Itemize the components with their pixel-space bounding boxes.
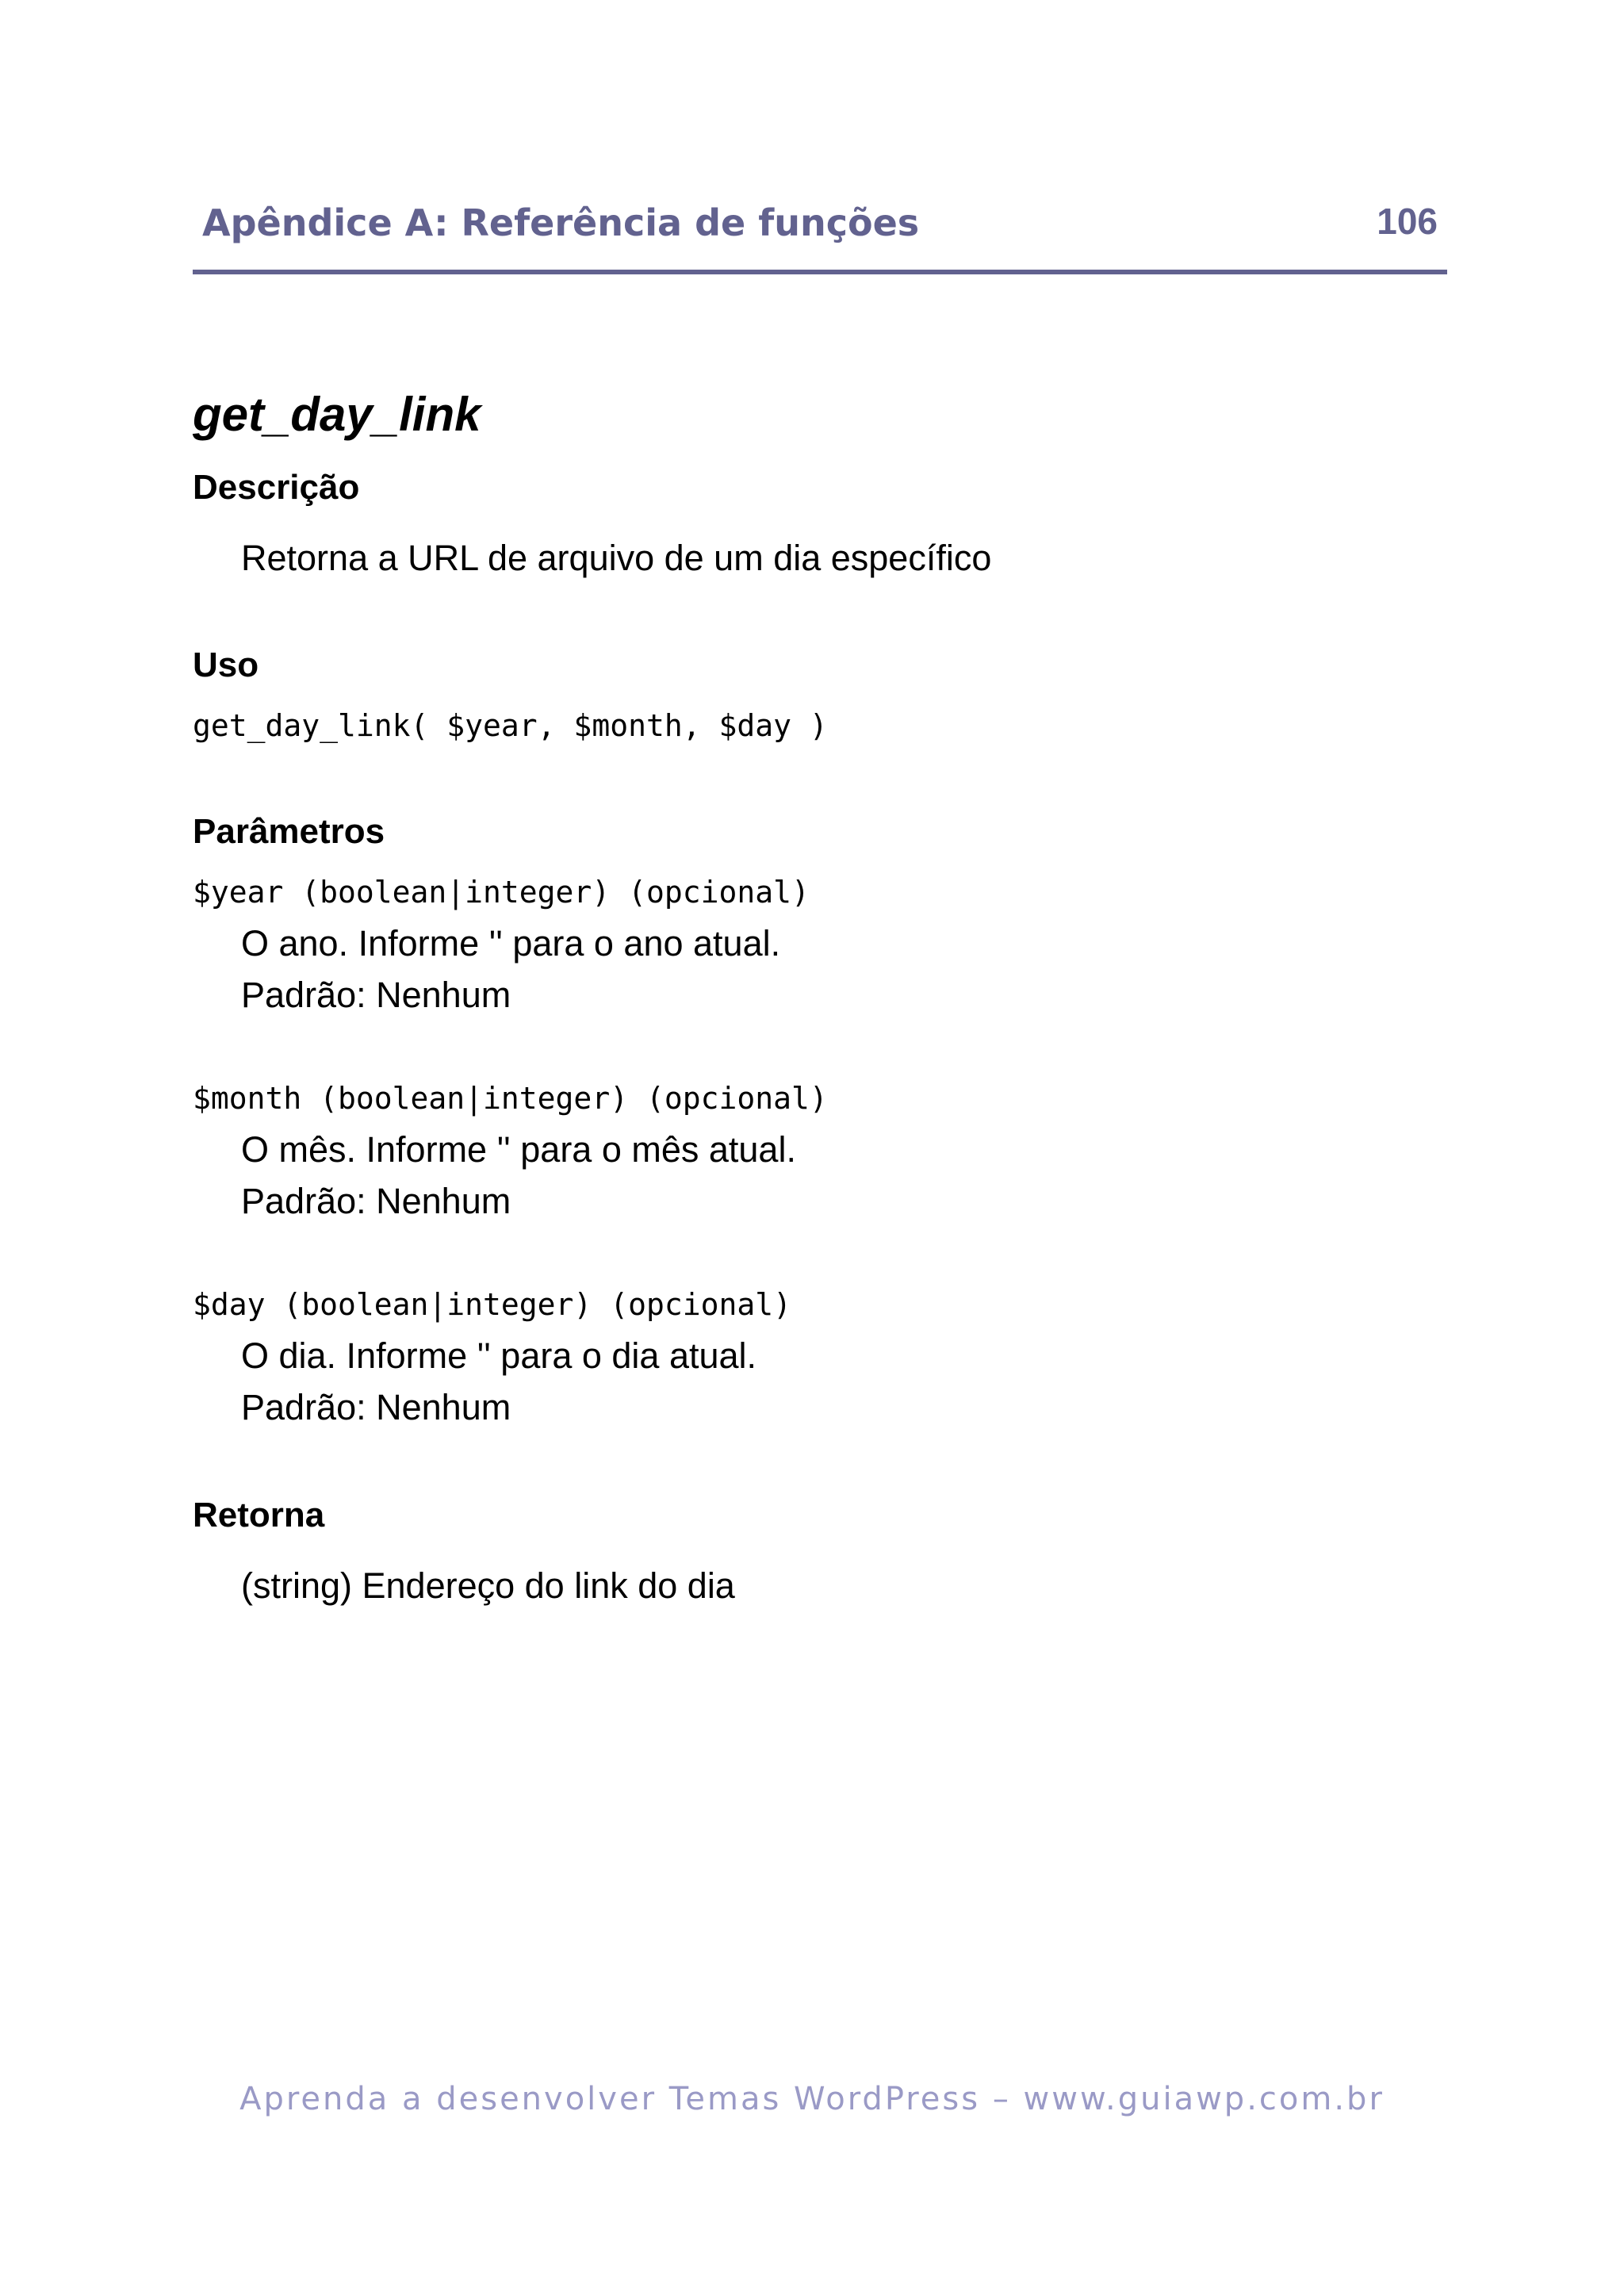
function-name-heading: get_day_link	[193, 388, 481, 441]
param-day-description: O dia. Informe '' para o dia atual.	[241, 1335, 757, 1376]
returns-heading: Retorna	[193, 1496, 325, 1534]
header-divider	[193, 270, 1447, 274]
chapter-title: Apêndice A: Referência de funções	[202, 201, 920, 244]
param-year-default: Padrão: Nenhum	[241, 975, 511, 1015]
returns-text: (string) Endereço do link do dia	[241, 1565, 735, 1606]
param-month-signature: $month (boolean|integer) (opcional)	[193, 1081, 828, 1116]
description-heading: Descrição	[193, 468, 360, 507]
usage-code: get_day_link( $year, $month, $day )	[193, 708, 828, 743]
page-number: 106	[1377, 201, 1438, 242]
page-header	[193, 198, 1447, 274]
parameters-heading: Parâmetros	[193, 812, 385, 851]
param-year-signature: $year (boolean|integer) (opcional)	[193, 875, 810, 910]
param-day-default: Padrão: Nenhum	[241, 1387, 511, 1427]
usage-heading: Uso	[193, 646, 259, 684]
param-day-signature: $day (boolean|integer) (opcional)	[193, 1287, 791, 1322]
param-year-description: O ano. Informe '' para o ano atual.	[241, 923, 781, 964]
description-text: Retorna a URL de arquivo de um dia específico	[241, 538, 992, 578]
param-month-description: O mês. Informe '' para o mês atual.	[241, 1129, 796, 1170]
page-footer: Aprenda a desenvolver Temas WordPress – www.guiawp.com.br	[239, 2081, 1385, 2117]
param-month-default: Padrão: Nenhum	[241, 1181, 511, 1221]
